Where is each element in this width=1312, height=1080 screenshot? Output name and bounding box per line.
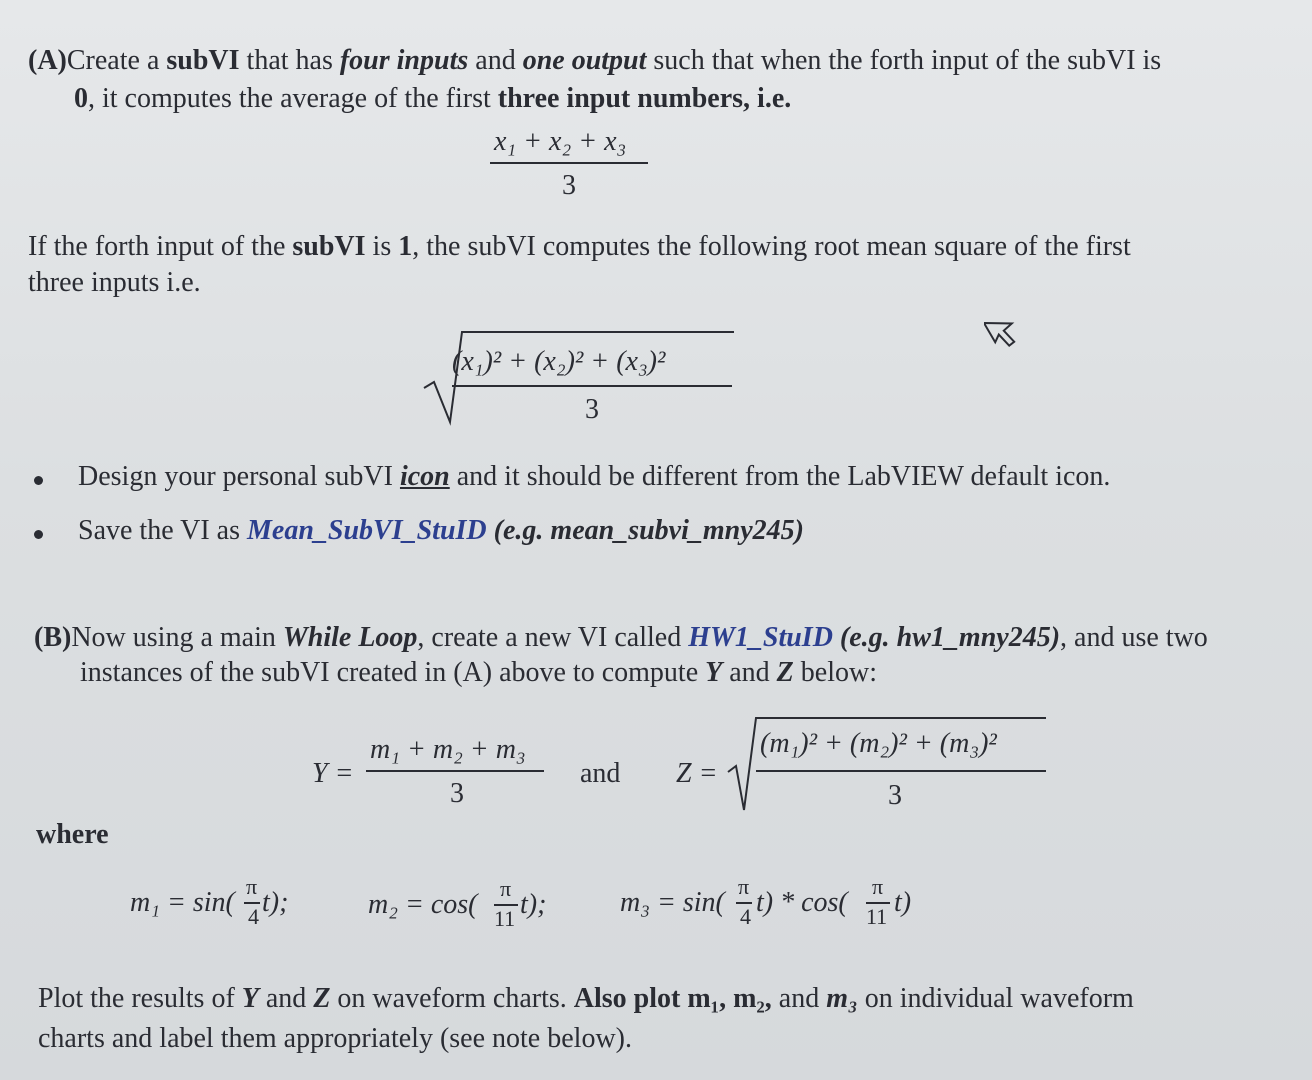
m3-mid: t) * cos( [756,887,848,918]
m3-end: t) [894,887,912,918]
y-label: Y = [312,758,354,789]
m3-pi: π [738,874,750,899]
m2-pi: π [500,876,512,901]
bullet-dot [34,476,43,485]
m3-equation: m₃ = sin( [620,887,725,918]
part-a-line-2: 0, it computes the average of the first three input numbers, i.e. [74,83,792,114]
y-fraction-bar [366,770,544,772]
rms-denominator: 3 [585,394,599,425]
m1-end: t); [262,887,289,918]
part-a-label: (A) [28,45,67,76]
m2-end: t); [520,889,547,920]
m2-equation: m₂ = cos( [368,889,478,920]
part-a-para-2-line-2: three inputs i.e. [28,267,201,298]
bullet-item-save: Save the VI as Mean_SubVI_StuID (e.g. mean_subvi_mny245) [78,515,804,546]
z-numerator: (m₁)² + (m₂)² + (m₃)² [760,728,997,759]
m2-denominator: 11 [494,906,516,931]
y-denominator: 3 [450,778,464,809]
average-denominator: 3 [562,170,576,201]
mouse-cursor-icon [984,312,1020,352]
z-fraction-bar [756,770,1046,772]
part-b-line-1: (B)Now using a main While Loop, create a new VI called HW1_StuID (e.g. hw1_mny245), and use two [34,622,1208,653]
m3-denominator-2: 11 [866,904,888,929]
and-word: and [580,758,621,789]
m1-denominator: 4 [248,904,259,929]
m3-pi-2: π [872,874,884,899]
part-a-line-1: (A)Create a subVI that has four inputs and one output such that when the forth input of the subVI is [28,45,1162,76]
where-label: where [36,819,109,850]
y-numerator: m₁ + m₂ + m₃ [370,734,526,765]
bullet-item-icon: Design your personal subVI icon and it should be different from the LabVIEW default icon. [78,461,1111,492]
average-fraction-bar [490,162,648,164]
z-denominator: 3 [888,780,902,811]
bullet-dot [34,530,43,539]
plot-line-1: Plot the results of Y and Z on waveform charts. Also plot m₁, m₂, and m₃ on individual waveform [38,983,1134,1014]
m1-pi: π [246,874,258,899]
rms-fraction-bar [452,385,732,387]
part-b-label: (B) [34,622,72,653]
average-numerator: x₁ + x₂ + x₃ [494,126,627,157]
z-label: Z = [676,758,718,789]
part-b-line-2: instances of the subVI created in (A) above to compute Y and Z below: [80,657,877,688]
plot-line-2: charts and label them appropriately (see note below). [38,1023,632,1054]
m3-denominator: 4 [740,904,751,929]
m1-equation: m₁ = sin( [130,887,235,918]
rms-numerator: (x₁)² + (x₂)² + (x₃)² [452,346,666,377]
part-a-para-2: If the forth input of the subVI is 1, the subVI computes the following root mean square of the first [28,231,1131,262]
